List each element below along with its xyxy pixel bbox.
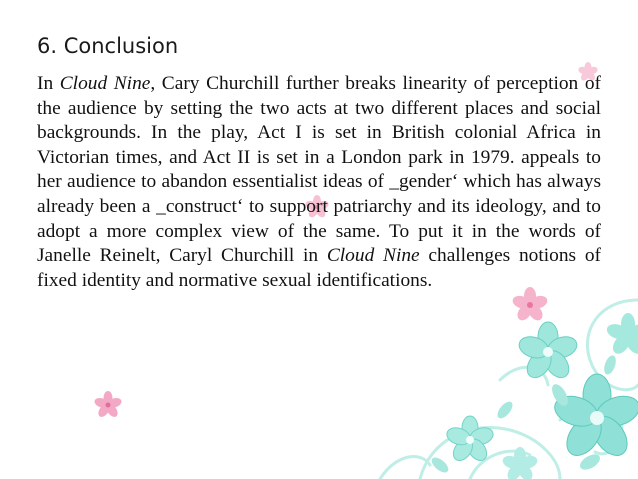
play-title-2: Cloud Nine [326, 245, 420, 267]
conclusion-paragraph [37, 72, 601, 293]
paragraph-text-3: challenges notions of fixed identity and normative sexual identifications. [37, 245, 601, 291]
play-title-1: Cloud Nine [59, 73, 151, 94]
teal-flower-right-edge [605, 313, 638, 357]
paragraph-text-1: In [37, 73, 60, 94]
teal-flower-large [551, 374, 638, 462]
slide-title: 6. Conclusion [37, 34, 179, 58]
paragraph-text-2: , Cary Churchill further breaks linearity of perception of the audience by setting the two acts at two different places and social backgrounds. In the play, Act I is set in British colonial Africa in Victorian times, and Act II is set in a London park in 1979. appeals to her audience to abandon essentialist ideas of _gender‘ which has always already been a _construct‘ to support patriarchy and its ideology, and to adopt a more complex view of the same. To put it in the words of Janelle Reinelt, Caryl Churchill in [37, 73, 601, 267]
pink-flower-left [93, 391, 122, 419]
teal-flower-medium [516, 322, 579, 382]
